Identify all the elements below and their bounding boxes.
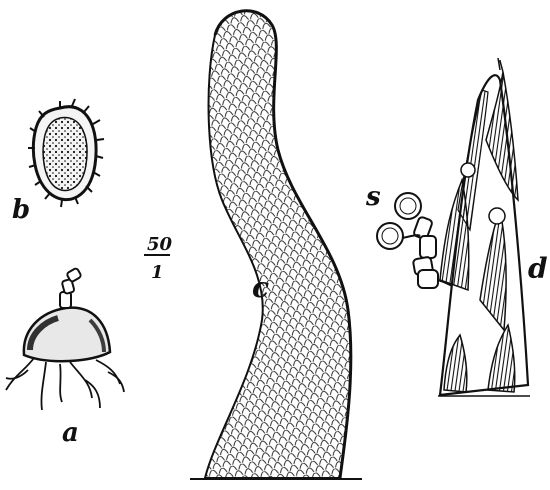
spore-b — [28, 99, 104, 207]
scale-denominator: 1 — [151, 262, 164, 283]
label-s: s — [366, 182, 381, 212]
label-d: d — [528, 252, 548, 285]
label-c: c — [252, 271, 270, 304]
magnification-label — [144, 234, 173, 283]
leafy-shoot-d — [438, 58, 530, 396]
label-b: b — [12, 195, 31, 225]
rhizoids — [6, 358, 124, 410]
label-a: a — [62, 418, 79, 448]
protonema-filament — [60, 268, 82, 308]
germinating-spore-a — [6, 268, 124, 410]
attached-spore — [461, 163, 475, 177]
scaly-stem-c — [190, 11, 362, 479]
attached-spore — [489, 208, 505, 224]
scale-numerator: 50 — [147, 234, 173, 255]
